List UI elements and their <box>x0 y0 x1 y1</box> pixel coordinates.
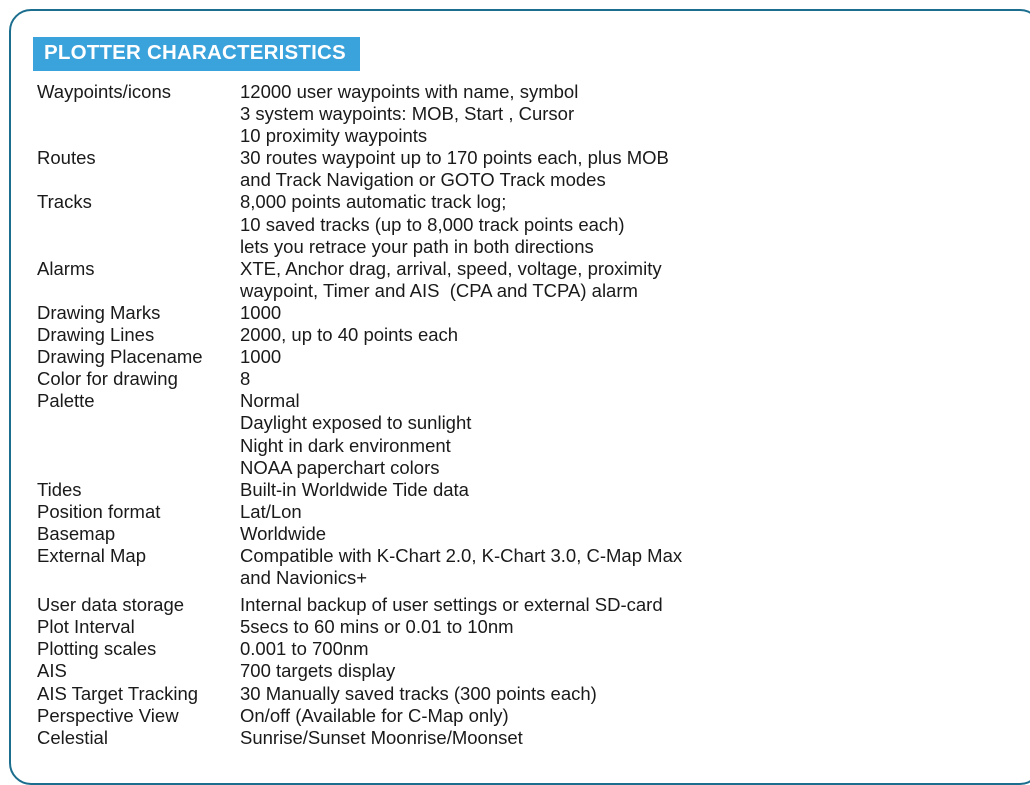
spec-value-line: Normal <box>240 390 300 412</box>
spec-row <box>37 324 987 346</box>
spec-row-label: Palette <box>37 390 95 412</box>
spec-row-value <box>240 523 987 545</box>
spec-value-line: Compatible with K-Chart 2.0, K-Chart 3.0, C-Map Max <box>240 544 683 566</box>
spec-value-line: XTE, Anchor drag, arrival, speed, voltage, proximity <box>240 257 662 279</box>
spec-row-label: User data storage <box>37 594 185 616</box>
spec-value-line: lets you retrace your path in both directions <box>240 235 594 257</box>
spec-value-line: and Track Navigation or GOTO Track modes <box>240 169 606 191</box>
section-title-text: PLOTTER CHARACTERISTICS <box>44 41 346 64</box>
spec-row <box>37 258 987 302</box>
spec-value-line: 1000 <box>240 346 282 368</box>
spec-row-label: Plotting scales <box>37 638 157 660</box>
spec-row <box>37 147 987 191</box>
spec-row-value <box>240 147 987 191</box>
spec-value-line: 3 system waypoints: MOB, Start , Cursor <box>240 103 575 125</box>
spec-row <box>37 479 987 501</box>
spec-row-label: Routes <box>37 147 96 169</box>
spec-row <box>37 545 987 589</box>
spec-value-line: 2000, up to 40 points each <box>240 324 459 346</box>
spec-row <box>37 523 987 545</box>
spec-value-line: Sunrise/Sunset Moonrise/Moonset <box>240 726 523 748</box>
spec-row <box>37 390 987 478</box>
spec-row-value <box>240 683 987 705</box>
spec-row-value <box>240 346 987 368</box>
spec-value-line: 1000 <box>240 301 282 323</box>
spec-value-line: 5secs to 60 mins or 0.01 to 10nm <box>240 616 514 638</box>
spec-row-label: Drawing Placename <box>37 346 203 368</box>
spec-row-label: Basemap <box>37 522 116 544</box>
spec-row-value <box>240 638 987 660</box>
specifications-table <box>37 81 987 749</box>
spec-row-label: External Map <box>37 544 146 566</box>
spec-row-value <box>240 479 987 501</box>
spec-value-line: 700 targets display <box>240 660 396 682</box>
spec-row-label: Tides <box>37 478 82 500</box>
spec-row-label: Plot Interval <box>37 616 135 638</box>
spec-row-value <box>240 594 987 616</box>
spec-value-line: Daylight exposed to sunlight <box>240 412 472 434</box>
spec-row-value <box>240 660 987 682</box>
spec-row <box>37 81 987 147</box>
spec-row-label: Tracks <box>37 191 92 213</box>
spec-row-value <box>240 191 987 257</box>
spec-value-line: Lat/Lon <box>240 500 302 522</box>
spec-value-line: 10 saved tracks (up to 8,000 track points each) <box>240 213 625 235</box>
spec-value-line: 8 <box>240 368 251 390</box>
spec-row-value <box>240 727 987 749</box>
spec-row-label: Perspective View <box>37 704 179 726</box>
spec-row <box>37 638 987 660</box>
spec-value-line: Internal backup of user settings or external SD-card <box>240 594 663 616</box>
spec-row-label: Color for drawing <box>37 368 178 390</box>
spec-row <box>37 683 987 705</box>
spec-row <box>37 705 987 727</box>
spec-row-value <box>240 390 987 478</box>
spec-row-value <box>240 324 987 346</box>
spec-value-line: Night in dark environment <box>240 434 451 456</box>
spec-row-value <box>240 302 987 324</box>
spec-value-line: 30 routes waypoint up to 170 points each, plus MOB <box>240 147 669 169</box>
spec-row-label: Position format <box>37 500 161 522</box>
spec-row <box>37 368 987 390</box>
spec-row-value <box>240 705 987 727</box>
spec-value-line: 10 proximity waypoints <box>240 125 428 147</box>
spec-value-line: NOAA paperchart colors <box>240 456 440 478</box>
spec-value-line: and Navionics+ <box>240 567 368 589</box>
spec-value-line: 8,000 points automatic track log; <box>240 191 507 213</box>
spec-row <box>37 616 987 638</box>
spec-card <box>9 9 1030 785</box>
spec-row-value <box>240 368 987 390</box>
spec-value-line: Built-in Worldwide Tide data <box>240 478 469 500</box>
spec-row-label: Drawing Lines <box>37 324 155 346</box>
spec-value-line: waypoint, Timer and AIS (CPA and TCPA) alarm <box>240 279 638 301</box>
spec-row-label: Alarms <box>37 257 95 279</box>
spec-row-label: Celestial <box>37 726 108 748</box>
spec-value-line: 30 Manually saved tracks (300 points each) <box>240 682 597 704</box>
spec-row <box>37 727 987 749</box>
section-title-badge <box>33 37 360 71</box>
spec-row <box>37 346 987 368</box>
spec-row <box>37 302 987 324</box>
spec-value-line: 12000 user waypoints with name, symbol <box>240 81 579 102</box>
spec-row-value <box>240 81 987 147</box>
spec-row <box>37 191 987 257</box>
spec-row-value <box>240 258 987 302</box>
spec-row <box>37 594 987 616</box>
spec-row-label: Waypoints/icons <box>37 81 172 102</box>
spec-row-value <box>240 545 987 589</box>
spec-value-line: 0.001 to 700nm <box>240 638 369 660</box>
spec-row-label: Drawing Marks <box>37 301 161 323</box>
spec-row-value <box>240 501 987 523</box>
spec-row-label: AIS Target Tracking <box>37 682 199 704</box>
spec-value-line: Worldwide <box>240 522 327 544</box>
spec-value-line: On/off (Available for C-Map only) <box>240 704 509 726</box>
spec-row-value <box>240 616 987 638</box>
spec-row <box>37 501 987 523</box>
spec-row <box>37 660 987 682</box>
spec-row-label: AIS <box>37 660 67 682</box>
